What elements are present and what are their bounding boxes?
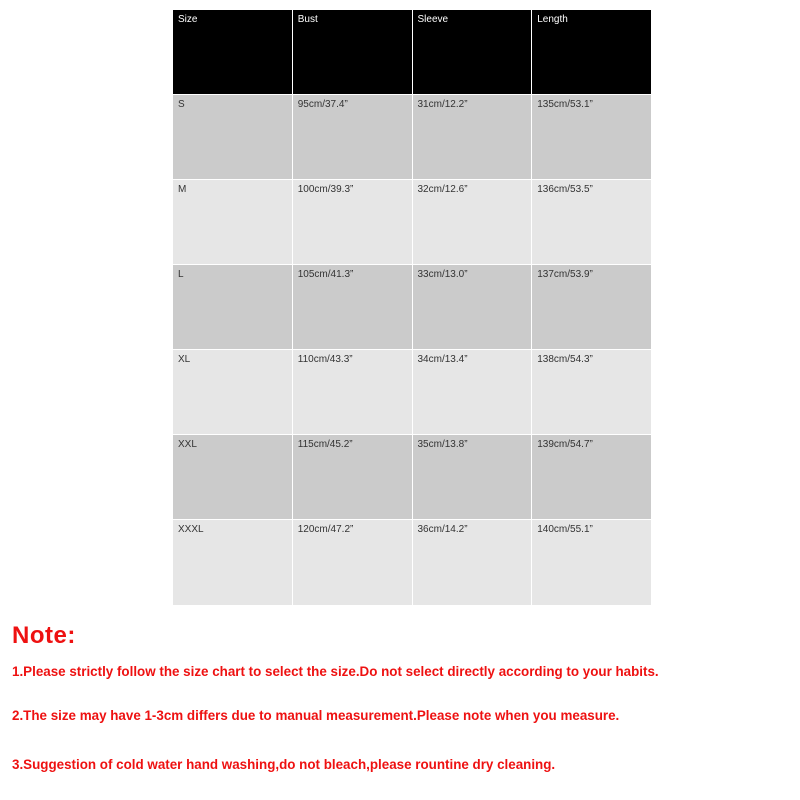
- table-row: [173, 350, 652, 435]
- note-line: 2.The size may have 1-3cm differs due to manual measurement.Please note when you measure.: [12, 708, 620, 723]
- cell-sleeve: 33cm/13.0”: [412, 265, 532, 350]
- table-row: [173, 180, 652, 265]
- cell-bust: 100cm/39.3”: [292, 180, 412, 265]
- cell-length: 140cm/55.1”: [532, 520, 652, 606]
- cell-length: 139cm/54.7”: [532, 435, 652, 520]
- table-row: [173, 95, 652, 180]
- header-sleeve: Sleeve: [412, 10, 532, 95]
- cell-size: S: [173, 95, 293, 180]
- table-row: [173, 265, 652, 350]
- cell-size: M: [173, 180, 293, 265]
- cell-length: 135cm/53.1”: [532, 95, 652, 180]
- cell-bust: 95cm/37.4”: [292, 95, 412, 180]
- table-row: [173, 520, 652, 606]
- cell-sleeve: 36cm/14.2”: [412, 520, 532, 606]
- cell-size: XXXL: [173, 520, 293, 606]
- cell-sleeve: 34cm/13.4”: [412, 350, 532, 435]
- header-size: Size: [173, 10, 293, 95]
- cell-size: L: [173, 265, 293, 350]
- note-line: 1.Please strictly follow the size chart to select the size.Do not select directly according to your habits.: [12, 664, 659, 679]
- table-header-row: [173, 10, 652, 95]
- cell-length: 136cm/53.5”: [532, 180, 652, 265]
- note-line: 3.Suggestion of cold water hand washing,do not bleach,please rountine dry cleaning.: [12, 757, 556, 772]
- cell-sleeve: 31cm/12.2”: [412, 95, 532, 180]
- note-title: Note:: [12, 622, 76, 649]
- notes-section: [12, 622, 792, 772]
- cell-bust: 105cm/41.3”: [292, 265, 412, 350]
- cell-sleeve: 35cm/13.8”: [412, 435, 532, 520]
- header-length: Length: [532, 10, 652, 95]
- cell-bust: 120cm/47.2”: [292, 520, 412, 606]
- cell-length: 137cm/53.9”: [532, 265, 652, 350]
- cell-size: XL: [173, 350, 293, 435]
- cell-bust: 110cm/43.3”: [292, 350, 412, 435]
- size-chart-table: [172, 9, 652, 606]
- cell-size: XXL: [173, 435, 293, 520]
- cell-bust: 115cm/45.2”: [292, 435, 412, 520]
- table-row: [173, 435, 652, 520]
- cell-length: 138cm/54.3”: [532, 350, 652, 435]
- header-bust: Bust: [292, 10, 412, 95]
- cell-sleeve: 32cm/12.6”: [412, 180, 532, 265]
